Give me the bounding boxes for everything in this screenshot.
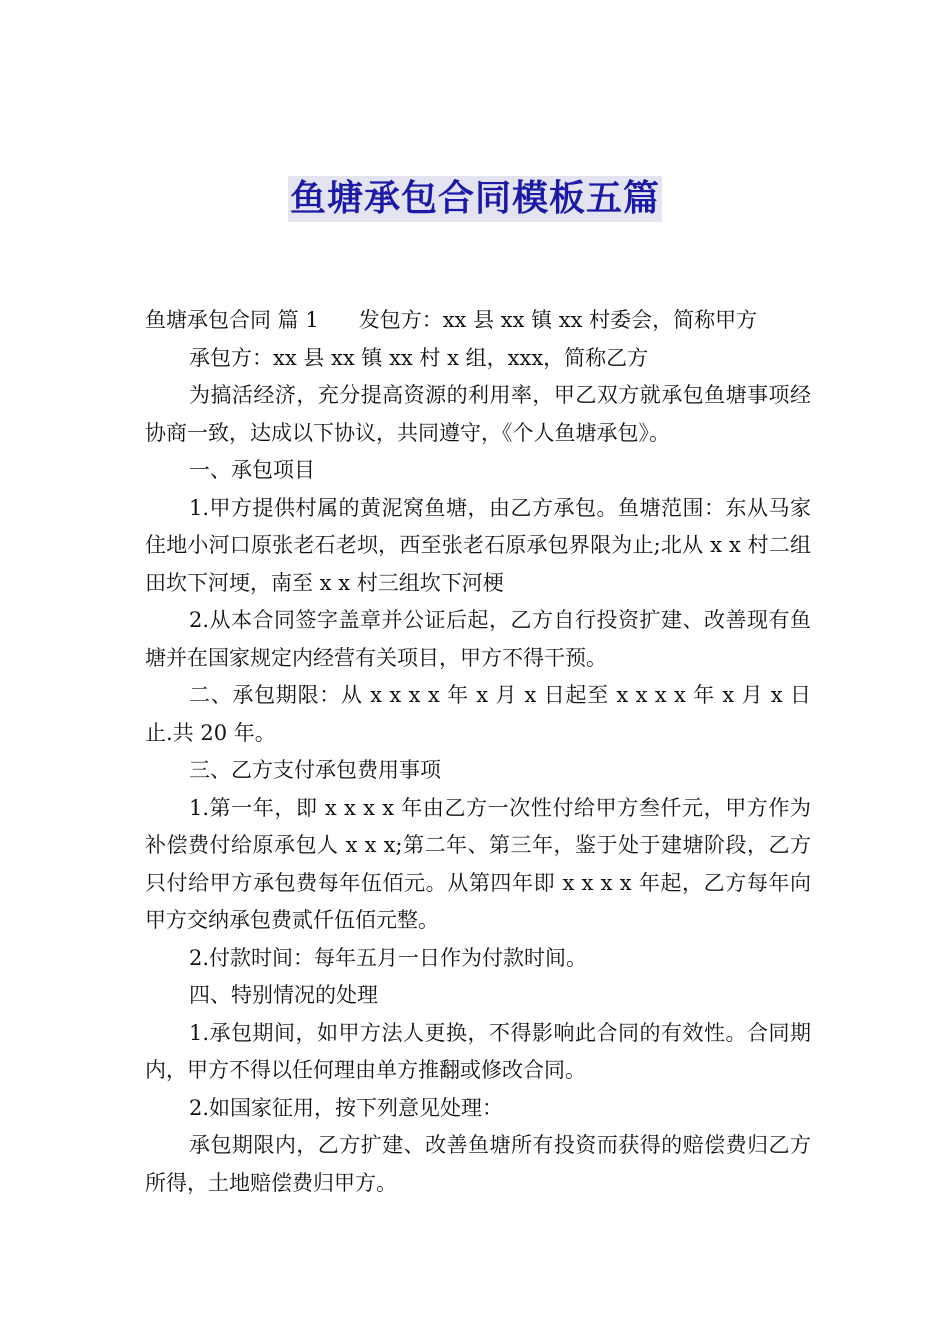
paragraph: 1.第一年，即 x x x x 年由乙方一次性付给甲方叁仟元，甲方作为补偿费付给原承包人 x x x;第二年、第三年，鉴于处于建塘阶段，乙方只付给甲方承包费每年伍佰元。从第四年即 x x x x 年起，乙方每年向甲方交纳承包费贰仟伍佰元整。 — [145, 795, 811, 932]
section-heading: 二、承包期限：从 x x x x 年 x 月 x 日起至 x x x x 年 x 月 x 日止.共 20 年。 — [145, 683, 811, 745]
section-heading: 三、乙方支付承包费用事项 — [189, 758, 441, 782]
paragraph: 2.如国家征用，按下列意见处理： — [189, 1095, 504, 1120]
paragraph: 承包方：xx 县 xx 镇 xx 村 x 组，xxx，简称乙方 — [189, 345, 649, 370]
paragraph: 为搞活经济，充分提高资源的利用率，甲乙双方就承包鱼塘事项经协商一致，达成以下协议，共同遵守，《个人鱼塘承包》。 — [145, 383, 811, 445]
section-heading-label: 鱼塘承包合同 篇 1 — [145, 308, 319, 332]
section-heading: 一、承包项目 — [189, 458, 315, 482]
document-title: 鱼塘承包合同模板五篇 — [288, 176, 662, 222]
paragraph: 1.甲方提供村属的黄泥窝鱼塘，由乙方承包。鱼塘范围：东从马家住地小河口原张老石老坝，西至张老石原承包界限为止;北从 x x 村二组田坎下河埂，南至 x x 村三组坎下河梗 — [145, 495, 811, 595]
document-body — [145, 302, 811, 1202]
paragraph-first — [145, 302, 811, 340]
paragraph: 2.从本合同签字盖章并公证后起，乙方自行投资扩建、改善现有鱼塘并在国家规定内经营有关项目，甲方不得干预。 — [145, 608, 811, 670]
paragraph: 承包期限内，乙方扩建、改善鱼塘所有投资而获得的赔偿费归乙方所得，土地赔偿费归甲方。 — [145, 1133, 811, 1195]
title-container — [0, 176, 950, 222]
section-heading: 四、特别情况的处理 — [189, 983, 378, 1007]
paragraph: 1.承包期间，如甲方法人更换，不得影响此合同的有效性。合同期内，甲方不得以任何理由单方推翻或修改合同。 — [145, 1020, 811, 1082]
paragraph-text: 发包方：xx 县 xx 镇 xx 村委会，简称甲方 — [358, 308, 758, 332]
paragraph: 2.付款时间：每年五月一日作为付款时间。 — [189, 945, 588, 970]
